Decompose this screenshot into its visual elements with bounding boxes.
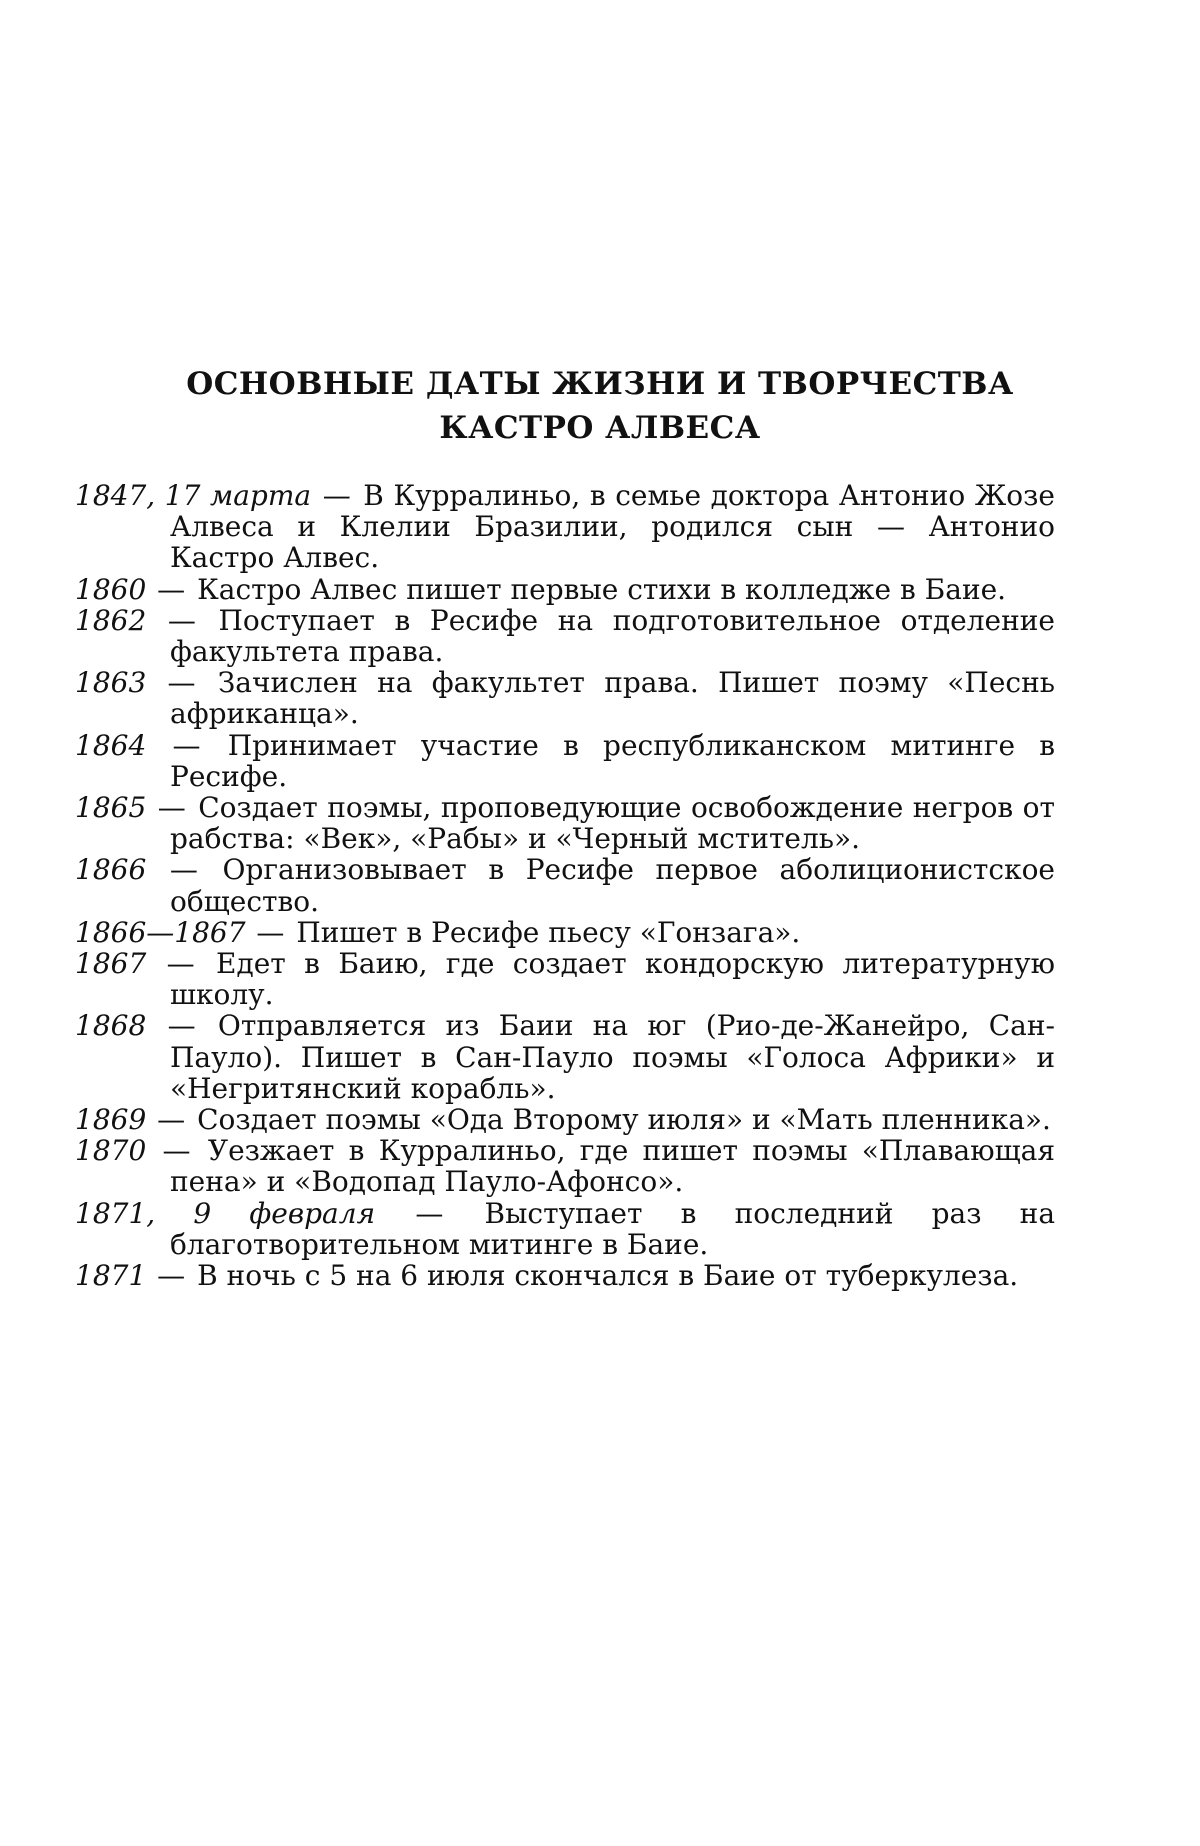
entry-dash: — xyxy=(415,1197,443,1230)
entry-date: 1867 xyxy=(75,947,146,980)
entry-dash: — xyxy=(157,1259,185,1292)
entry-text: Зачислен на факультет права. Пишет поэму «Песнь африканца». xyxy=(170,666,1055,730)
entry-text: Организовывает в Ресифе первое аболиционистское общество. xyxy=(170,853,1055,917)
chronology-entry xyxy=(75,1198,1055,1260)
chronology-entry xyxy=(75,730,1055,792)
entry-dash: — xyxy=(172,729,200,762)
entry-date: 1868 xyxy=(75,1009,146,1042)
entry-date: 1871 xyxy=(75,1259,146,1292)
entry-dash: — xyxy=(157,1103,185,1136)
entry-date: 1860 xyxy=(75,573,146,606)
chronology-entry xyxy=(75,948,1055,1010)
heading-line-2: КАСТРО АЛВЕСА xyxy=(0,406,1200,450)
chronology-entry xyxy=(75,854,1055,916)
entry-dash: — xyxy=(163,1134,191,1167)
entry-date: 1871, 9 февраля xyxy=(75,1197,375,1230)
chronology-entry xyxy=(75,1135,1055,1197)
entry-text: Принимает участие в республиканском митинге в Ресифе. xyxy=(170,729,1055,793)
entry-dash: — xyxy=(167,947,195,980)
entry-text: Пишет в Ресифе пьесу «Гонзага». xyxy=(296,916,800,949)
book-page xyxy=(0,0,1200,1846)
entry-text: Уезжает в Курралиньо, где пишет поэмы «Плавающая пена» и «Водопад Пауло-Афонсо». xyxy=(170,1134,1055,1198)
entry-dash: — xyxy=(168,666,196,699)
entry-text: Едет в Баию, где создает кондорскую литературную школу. xyxy=(170,947,1055,1011)
entry-text: Выступает в последний раз на благотворительном митинге в Баие. xyxy=(170,1197,1055,1261)
entry-date: 1865 xyxy=(75,791,146,824)
entry-dash: — xyxy=(168,1009,196,1042)
entry-dash: — xyxy=(158,791,186,824)
entry-dash: — xyxy=(256,916,284,949)
chronology-entry xyxy=(75,1010,1055,1104)
entry-dash: — xyxy=(157,573,185,606)
chronology-entry xyxy=(75,667,1055,729)
entry-dash: — xyxy=(323,479,351,512)
entry-date: 1866—1867 xyxy=(75,916,246,949)
chronology-list xyxy=(75,480,1055,1291)
entry-date: 1863 xyxy=(75,666,146,699)
entry-text: В ночь с 5 на 6 июля скончался в Баие от туберкулеза. xyxy=(197,1259,1018,1292)
entry-date: 1869 xyxy=(75,1103,146,1136)
entry-date: 1862 xyxy=(75,604,146,637)
entry-date: 1870 xyxy=(75,1134,146,1167)
entry-text: Создает поэмы «Ода Второму июля» и «Мать пленника». xyxy=(197,1103,1051,1136)
chronology-entry xyxy=(75,792,1055,854)
entry-text: В Курралиньо, в семье доктора Антонио Жозе Алвеса и Клелии Бразилии, родился сын — Антонио Кастро Алвес. xyxy=(170,479,1055,574)
chronology-entry xyxy=(75,480,1055,574)
chronology-entry xyxy=(75,1260,1055,1291)
entry-text: Кастро Алвес пишет первые стихи в колледже в Баие. xyxy=(197,573,1006,606)
entry-text: Создает поэмы, проповедующие освобождение негров от рабства: «Век», «Рабы» и «Черный мститель». xyxy=(170,791,1055,855)
entry-dash: — xyxy=(168,604,196,637)
chapter-heading xyxy=(0,362,1200,450)
entry-dash: — xyxy=(170,853,198,886)
entry-date: 1866 xyxy=(75,853,146,886)
entry-date: 1847, 17 марта xyxy=(75,479,311,512)
chronology-entry xyxy=(75,917,1055,948)
chronology-entry xyxy=(75,574,1055,605)
entry-text: Поступает в Ресифе на подготовительное отделение факультета права. xyxy=(170,604,1055,668)
chronology-entry xyxy=(75,1104,1055,1135)
entry-text: Отправляется из Баии на юг (Рио-де-Жанейро, Сан-Пауло). Пишет в Сан-Пауло поэмы «Голоса Африки» и «Негритянский корабль». xyxy=(170,1009,1055,1104)
heading-line-1: ОСНОВНЫЕ ДАТЫ ЖИЗНИ И ТВОРЧЕСТВА xyxy=(0,362,1200,406)
entry-date: 1864 xyxy=(75,729,146,762)
chronology-entry xyxy=(75,605,1055,667)
